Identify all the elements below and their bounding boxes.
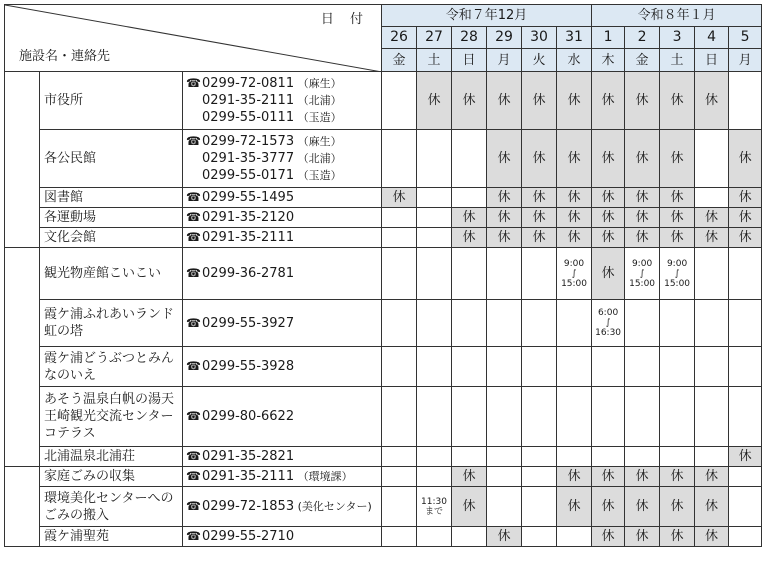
date-label: 日 付 bbox=[320, 12, 370, 27]
table-row bbox=[5, 347, 762, 387]
telephone-icon: ☎ bbox=[186, 210, 201, 224]
month-header-dec: 令和７年12月 bbox=[382, 5, 592, 27]
phone-number[interactable]: 0299-55-1495 bbox=[202, 190, 295, 205]
closed-cell: 休 bbox=[660, 188, 695, 208]
facility-name bbox=[40, 487, 183, 527]
closed-cell: 休 bbox=[452, 208, 487, 228]
open-cell bbox=[592, 387, 625, 447]
closed-cell: 休 bbox=[729, 130, 762, 188]
facility-name-text: 霞ケ浦ふれあいランド虹の塔 bbox=[44, 307, 175, 339]
corner-header-cell bbox=[5, 5, 382, 72]
open-cell bbox=[625, 347, 660, 387]
facility-name-text: 図書館 bbox=[44, 190, 84, 205]
open-cell bbox=[625, 387, 660, 447]
open-cell bbox=[452, 300, 487, 347]
open-cell bbox=[487, 487, 522, 527]
closed-cell: 休 bbox=[487, 130, 522, 188]
open-cell bbox=[417, 347, 452, 387]
closed-cell: 休 bbox=[625, 228, 660, 248]
closed-cell: 休 bbox=[417, 72, 452, 130]
closed-cell: 休 bbox=[625, 208, 660, 228]
phone-cell bbox=[183, 228, 382, 248]
closed-cell: 休 bbox=[382, 188, 417, 208]
closed-cell: 休 bbox=[695, 208, 729, 228]
open-cell bbox=[382, 300, 417, 347]
closed-cell: 休 bbox=[557, 188, 592, 208]
phone-cell bbox=[183, 467, 382, 487]
closed-cell: 休 bbox=[522, 208, 557, 228]
open-cell bbox=[557, 387, 592, 447]
open-cell bbox=[729, 487, 762, 527]
open-cell bbox=[522, 347, 557, 387]
open-cell bbox=[382, 130, 417, 188]
weekday-header: 土 bbox=[660, 49, 695, 72]
facility-name-text: 市役所 bbox=[44, 93, 84, 108]
weekday-header: 月 bbox=[487, 49, 522, 72]
phone-note: （北浦） bbox=[294, 94, 342, 107]
table-row bbox=[5, 130, 762, 188]
day-header: 29 bbox=[487, 27, 522, 49]
open-cell bbox=[625, 300, 660, 347]
open-cell bbox=[417, 300, 452, 347]
phone-cell bbox=[183, 487, 382, 527]
open-cell bbox=[729, 248, 762, 300]
open-cell bbox=[417, 228, 452, 248]
closed-cell: 休 bbox=[592, 188, 625, 208]
closed-cell: 休 bbox=[660, 487, 695, 527]
closed-cell: 休 bbox=[487, 188, 522, 208]
day-header: 5 bbox=[729, 27, 762, 49]
telephone-icon: ☎ bbox=[186, 449, 201, 463]
phone-note: （環境課） bbox=[294, 470, 353, 483]
facility-name-text: 各運動場 bbox=[44, 210, 97, 225]
telephone-icon: ☎ bbox=[186, 529, 201, 543]
open-cell bbox=[417, 130, 452, 188]
facility-label: 施設名・連絡先 bbox=[19, 49, 111, 64]
open-cell bbox=[487, 347, 522, 387]
group-cell bbox=[5, 467, 40, 547]
open-cell bbox=[695, 347, 729, 387]
closed-cell: 休 bbox=[592, 248, 625, 300]
closed-cell: 休 bbox=[557, 228, 592, 248]
table-row bbox=[5, 447, 762, 467]
open-cell bbox=[695, 130, 729, 188]
facility-name-text: 北浦温泉北浦荘 bbox=[44, 449, 136, 464]
closed-cell: 休 bbox=[557, 487, 592, 527]
closed-cell: 休 bbox=[625, 72, 660, 130]
day-header: 31 bbox=[557, 27, 592, 49]
open-cell bbox=[382, 447, 417, 467]
open-cell bbox=[695, 300, 729, 347]
phone-number[interactable]: 0291-35-2120 bbox=[202, 210, 295, 225]
telephone-icon: ☎ bbox=[186, 190, 201, 204]
weekday-header: 月 bbox=[729, 49, 762, 72]
closed-cell: 休 bbox=[660, 72, 695, 130]
open-cell bbox=[382, 248, 417, 300]
hours-cell: 6:00 ∫ 16:30 bbox=[592, 300, 625, 347]
weekday-header: 土 bbox=[417, 49, 452, 72]
table-row bbox=[5, 527, 762, 547]
open-cell bbox=[522, 300, 557, 347]
closed-cell: 休 bbox=[487, 527, 522, 547]
open-cell bbox=[417, 208, 452, 228]
telephone-icon: ☎ bbox=[186, 315, 201, 330]
open-cell bbox=[695, 248, 729, 300]
closed-cell: 休 bbox=[729, 447, 762, 467]
open-cell bbox=[382, 72, 417, 130]
phone-cell bbox=[183, 447, 382, 467]
weekday-header: 日 bbox=[695, 49, 729, 72]
closed-cell: 休 bbox=[557, 467, 592, 487]
open-cell bbox=[729, 527, 762, 547]
facility-name-text: 環境美化センターへのごみの搬入 bbox=[44, 490, 174, 523]
closed-cell: 休 bbox=[522, 228, 557, 248]
table-row bbox=[5, 228, 762, 248]
phone-number[interactable]: 0299-36-2781 bbox=[202, 266, 295, 281]
open-cell bbox=[729, 347, 762, 387]
open-cell bbox=[382, 208, 417, 228]
open-cell bbox=[382, 228, 417, 248]
table-row bbox=[5, 208, 762, 228]
facility-name-text: 各公民館 bbox=[44, 151, 97, 166]
closed-cell: 休 bbox=[695, 527, 729, 547]
phone-cell bbox=[183, 527, 382, 547]
closed-cell: 休 bbox=[625, 527, 660, 547]
open-cell bbox=[382, 347, 417, 387]
weekday-header: 火 bbox=[522, 49, 557, 72]
closed-cell: 休 bbox=[592, 527, 625, 547]
open-cell bbox=[382, 387, 417, 447]
table-row bbox=[5, 300, 762, 347]
telephone-icon: ☎ bbox=[186, 469, 201, 483]
open-cell bbox=[522, 487, 557, 527]
open-cell bbox=[452, 527, 487, 547]
phone-note: （玉造） bbox=[294, 111, 342, 124]
open-cell bbox=[557, 347, 592, 387]
facility-name bbox=[40, 387, 183, 447]
facility-name-text: 文化会館 bbox=[44, 230, 97, 245]
open-cell bbox=[729, 387, 762, 447]
facility-name bbox=[40, 72, 183, 130]
phone-cell bbox=[183, 347, 382, 387]
telephone-icon: ☎ bbox=[186, 266, 201, 280]
open-cell bbox=[487, 300, 522, 347]
phone-number[interactable]: 0291-35-3777 bbox=[202, 151, 295, 166]
schedule-table bbox=[4, 4, 762, 547]
facility-name bbox=[40, 130, 183, 188]
day-header: 2 bbox=[625, 27, 660, 49]
day-header: 30 bbox=[522, 27, 557, 49]
closed-cell: 休 bbox=[625, 467, 660, 487]
open-cell bbox=[660, 347, 695, 387]
closed-cell: 休 bbox=[660, 467, 695, 487]
phone-note: （麻生） bbox=[294, 135, 342, 148]
facility-name bbox=[40, 300, 183, 347]
closed-cell: 休 bbox=[625, 188, 660, 208]
phone-note: （麻生） bbox=[294, 77, 342, 90]
closed-cell: 休 bbox=[729, 228, 762, 248]
facility-name-text: 霞ケ浦聖苑 bbox=[44, 529, 110, 544]
facility-name bbox=[40, 467, 183, 487]
weekday-header: 日 bbox=[452, 49, 487, 72]
closed-cell: 休 bbox=[592, 72, 625, 130]
telephone-icon: ☎ bbox=[186, 499, 201, 513]
closed-cell: 休 bbox=[557, 208, 592, 228]
open-cell bbox=[487, 467, 522, 487]
open-cell bbox=[557, 527, 592, 547]
open-cell bbox=[452, 347, 487, 387]
open-cell bbox=[557, 447, 592, 467]
open-cell bbox=[417, 467, 452, 487]
open-cell bbox=[487, 248, 522, 300]
telephone-icon: ☎ bbox=[186, 76, 201, 90]
closed-cell: 休 bbox=[592, 467, 625, 487]
group-cell bbox=[5, 248, 40, 467]
facility-name bbox=[40, 228, 183, 248]
closed-cell: 休 bbox=[695, 228, 729, 248]
closed-cell: 休 bbox=[522, 130, 557, 188]
facility-name-text: 家庭ごみの収集 bbox=[44, 469, 136, 484]
open-cell bbox=[417, 248, 452, 300]
open-cell bbox=[557, 300, 592, 347]
phone-number[interactable]: 0291-35-2821 bbox=[202, 449, 295, 464]
weekday-header: 金 bbox=[382, 49, 417, 72]
phone-note: （玉造） bbox=[294, 169, 342, 182]
telephone-icon: ☎ bbox=[186, 230, 201, 244]
open-cell bbox=[660, 300, 695, 347]
day-header: 27 bbox=[417, 27, 452, 49]
phone-note: （北浦） bbox=[294, 152, 342, 165]
closed-cell: 休 bbox=[695, 72, 729, 130]
open-cell bbox=[452, 387, 487, 447]
open-cell bbox=[729, 300, 762, 347]
phone-number[interactable]: 0291-35-2111 bbox=[202, 469, 295, 484]
phone-note: (美化センター) bbox=[294, 500, 372, 513]
phone-cell bbox=[183, 72, 382, 130]
closed-cell: 休 bbox=[522, 72, 557, 130]
open-cell bbox=[695, 188, 729, 208]
closed-cell: 休 bbox=[729, 188, 762, 208]
open-cell bbox=[522, 387, 557, 447]
open-cell bbox=[417, 387, 452, 447]
telephone-icon: ☎ bbox=[186, 409, 201, 423]
phone-number[interactable]: 0291-35-2111 bbox=[202, 93, 295, 108]
facility-name-text: あそう温泉白帆の湯天王崎観光交流センターコテラス bbox=[44, 392, 175, 441]
phone-cell bbox=[183, 300, 382, 347]
closed-cell: 休 bbox=[487, 228, 522, 248]
facility-name bbox=[40, 208, 183, 228]
closed-cell: 休 bbox=[452, 72, 487, 130]
closed-cell: 休 bbox=[557, 130, 592, 188]
table-row bbox=[5, 487, 762, 527]
day-header: 4 bbox=[695, 27, 729, 49]
closed-cell: 休 bbox=[729, 208, 762, 228]
closed-cell: 休 bbox=[625, 130, 660, 188]
open-cell bbox=[452, 188, 487, 208]
weekday-header: 水 bbox=[557, 49, 592, 72]
phone-number[interactable]: 0299-72-1573 bbox=[202, 134, 295, 149]
telephone-icon: ☎ bbox=[186, 359, 201, 373]
hours-cell: 9:00 ∫ 15:00 bbox=[625, 248, 660, 300]
open-cell bbox=[522, 447, 557, 467]
table-row bbox=[5, 72, 762, 130]
closed-cell: 休 bbox=[660, 228, 695, 248]
open-cell bbox=[660, 387, 695, 447]
closed-cell: 休 bbox=[522, 188, 557, 208]
open-cell bbox=[417, 527, 452, 547]
phone-number[interactable]: 0299-55-3928 bbox=[202, 359, 295, 374]
day-header: 26 bbox=[382, 27, 417, 49]
day-header: 3 bbox=[660, 27, 695, 49]
phone-number[interactable]: 0299-55-2710 bbox=[202, 529, 295, 544]
phone-cell bbox=[183, 248, 382, 300]
closed-cell: 休 bbox=[625, 487, 660, 527]
closed-cell: 休 bbox=[557, 72, 592, 130]
closed-cell: 休 bbox=[452, 228, 487, 248]
open-cell bbox=[417, 447, 452, 467]
closed-cell: 休 bbox=[592, 130, 625, 188]
facility-name bbox=[40, 447, 183, 467]
phone-number[interactable]: 0299-72-1853 bbox=[202, 499, 295, 514]
closed-cell: 休 bbox=[592, 487, 625, 527]
telephone-icon: ☎ bbox=[186, 134, 201, 148]
open-cell bbox=[452, 130, 487, 188]
open-cell bbox=[382, 487, 417, 527]
open-cell bbox=[452, 447, 487, 467]
phone-cell bbox=[183, 208, 382, 228]
open-cell bbox=[625, 447, 660, 467]
day-header: 28 bbox=[452, 27, 487, 49]
closed-cell: 休 bbox=[695, 467, 729, 487]
open-cell bbox=[487, 387, 522, 447]
table-row bbox=[5, 188, 762, 208]
month-header-jan: 令和８年１月 bbox=[592, 5, 762, 27]
table-row bbox=[5, 248, 762, 300]
open-cell bbox=[729, 72, 762, 130]
closed-cell: 休 bbox=[660, 208, 695, 228]
facility-name bbox=[40, 188, 183, 208]
open-cell bbox=[452, 248, 487, 300]
group-cell bbox=[5, 72, 40, 248]
open-cell bbox=[382, 467, 417, 487]
facility-name bbox=[40, 347, 183, 387]
phone-number[interactable]: 0299-80-6622 bbox=[202, 409, 295, 424]
closed-cell: 休 bbox=[695, 487, 729, 527]
phone-cell bbox=[183, 188, 382, 208]
facility-name bbox=[40, 527, 183, 547]
open-cell bbox=[417, 188, 452, 208]
day-header: 1 bbox=[592, 27, 625, 49]
hours-cell: 9:00 ∫ 15:00 bbox=[660, 248, 695, 300]
closed-cell: 休 bbox=[660, 130, 695, 188]
open-cell bbox=[729, 467, 762, 487]
phone-number[interactable]: 0299-55-0111 bbox=[202, 110, 295, 125]
phone-cell bbox=[183, 387, 382, 447]
open-cell bbox=[695, 387, 729, 447]
open-cell bbox=[522, 527, 557, 547]
open-cell bbox=[660, 447, 695, 467]
hours-cell: 9:00 ∫ 15:00 bbox=[557, 248, 592, 300]
closed-cell: 休 bbox=[592, 208, 625, 228]
closed-cell: 休 bbox=[452, 467, 487, 487]
table-row bbox=[5, 467, 762, 487]
closed-cell: 休 bbox=[592, 228, 625, 248]
table-row bbox=[5, 387, 762, 447]
open-cell bbox=[592, 447, 625, 467]
open-cell bbox=[592, 347, 625, 387]
weekday-header: 金 bbox=[625, 49, 660, 72]
phone-cell bbox=[183, 130, 382, 188]
open-cell bbox=[382, 527, 417, 547]
closed-cell: 休 bbox=[452, 487, 487, 527]
facility-name-text: 霞ケ浦どうぶつとみんなのいえ bbox=[44, 350, 175, 383]
phone-number[interactable]: 0299-55-0171 bbox=[202, 168, 295, 183]
facility-name bbox=[40, 248, 183, 300]
closed-cell: 休 bbox=[660, 527, 695, 547]
weekday-header: 木 bbox=[592, 49, 625, 72]
facility-name-text: 観光物産館こいこい bbox=[44, 266, 162, 281]
open-cell bbox=[522, 248, 557, 300]
closed-cell: 休 bbox=[487, 208, 522, 228]
phone-number[interactable]: 0291-35-2111 bbox=[202, 230, 295, 245]
open-cell bbox=[695, 447, 729, 467]
hours-cell: 11:30 まで bbox=[417, 487, 452, 527]
open-cell bbox=[487, 447, 522, 467]
closed-cell: 休 bbox=[487, 72, 522, 130]
open-cell bbox=[522, 467, 557, 487]
phone-number[interactable]: 0299-55-3927 bbox=[202, 315, 295, 331]
phone-number[interactable]: 0299-72-0811 bbox=[202, 76, 295, 91]
